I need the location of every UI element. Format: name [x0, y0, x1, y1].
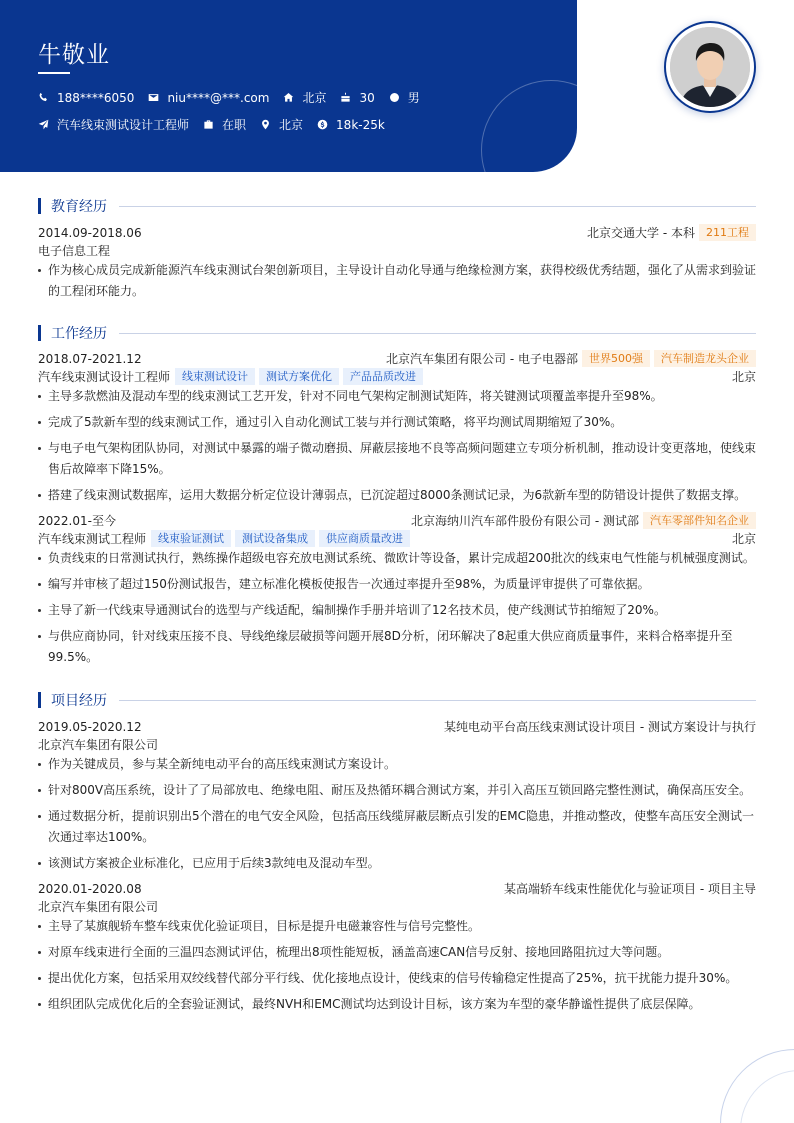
target-city-text: 北京 [279, 118, 304, 132]
list-item: 搭建了线束测试数据库，运用大数据分析定位设计薄弱点，已沉淀超过8000条测试记录，为6款新车型的防错设计提供了数据支撑。 [38, 485, 756, 506]
email-text: niu****@***.com [167, 90, 270, 105]
section-title-education: 教育经历 [51, 199, 107, 215]
send-icon [38, 119, 49, 130]
project-entry-header [38, 880, 756, 897]
contact-row [38, 89, 434, 106]
section-title-work: 工作经历 [51, 326, 107, 342]
work-position-row [38, 530, 756, 547]
salary-text: 18k-25k [336, 117, 385, 132]
project-name-role: 某高端轿车线束性能优化与验证项目 - 项目主导 [504, 882, 756, 896]
job-intent-row [38, 116, 399, 133]
project-company: 北京汽车集团有限公司 [38, 900, 159, 914]
age-text: 30 [359, 90, 375, 105]
project-period: 2019.05-2020.12 [38, 719, 142, 734]
work-city: 北京 [731, 532, 756, 546]
phone-icon [38, 92, 49, 103]
target-job-item [38, 116, 189, 133]
work-bullets [38, 548, 756, 673]
education-major: 电子信息工程 [38, 244, 111, 258]
gender-icon [389, 92, 400, 103]
project-name-role: 某纯电动平台高压线束测试设计项目 - 测试方案设计与执行 [444, 720, 756, 734]
avatar-photo [670, 27, 750, 107]
status-text: 在职 [222, 118, 247, 132]
avatar-frame [664, 21, 756, 113]
project-bullets [38, 916, 756, 1020]
list-item: 主导了新一代线束导通测试台的选型与产线适配，编制操作手册并培训了12名技术员，使产线测试节拍缩短了20%。 [38, 600, 756, 621]
target-city-item [260, 116, 303, 133]
list-item: 该测试方案被企业标准化，已应用于后续3款纯电及混动车型。 [38, 853, 756, 874]
email-item [148, 91, 269, 105]
project-entry-header [38, 718, 756, 735]
education-entry-header [38, 224, 756, 241]
list-item: 提出优化方案，包括采用双绞线替代部分平行线、优化接地点设计，使线束的信号传输稳定性提高了25%，抗干扰能力提升30%。 [38, 968, 756, 989]
decorative-ring [481, 80, 577, 172]
name-underline [38, 72, 70, 74]
project-company-row [38, 898, 756, 915]
work-city: 北京 [731, 370, 756, 384]
work-position: 汽车线束测试工程师 [38, 532, 147, 546]
work-company-dept: 北京海纳川汽车部件股份有限公司 - 测试部 [411, 514, 639, 528]
skill-tag: 供应商质量改进 [319, 530, 410, 547]
skill-tag: 线束测试设计 [175, 368, 255, 385]
work-period: 2018.07-2021.12 [38, 351, 142, 366]
list-item: 负责线束的日常测试执行，熟练操作超级电容充放电测试系统、微欧计等设备，累计完成超200批次的线束电气性能与机械强度测试。 [38, 548, 756, 569]
work-company-dept: 北京汽车集团有限公司 - 电子电器部 [386, 352, 578, 366]
project-company-row [38, 736, 756, 753]
education-tag: 211工程 [699, 224, 756, 241]
education-period: 2014.09-2018.06 [38, 225, 142, 240]
avatar [670, 27, 750, 107]
money-icon [317, 119, 328, 130]
list-item: 作为核心成员完成新能源汽车线束测试台架创新项目，主导设计自动化导通与绝缘检测方案，获得校级优秀结题，强化了从需求到验证的工程闭环能力。 [38, 260, 756, 302]
list-item: 主导了某旗舰轿车整车线束优化验证项目，目标是提升电磁兼容性与信号完整性。 [38, 916, 756, 937]
work-bullets [38, 386, 756, 511]
section-marker [38, 325, 41, 341]
list-item: 对原车线束进行全面的三温四态测试评估，梳理出8项性能短板，涵盖高速CAN信号反射、接地回路阻抗过大等问题。 [38, 942, 756, 963]
location-item [283, 89, 326, 106]
gender-item [389, 89, 420, 106]
home-icon [283, 92, 294, 103]
list-item: 通过数据分析，提前识别出5个潜在的电气安全风险，包括高压线缆屏蔽层断点引发的EMC隐患，并推动整改，使整车高压安全测试一次通过率达100%。 [38, 806, 756, 848]
phone-text: 188****6050 [57, 90, 135, 105]
list-item: 与电子电气架构团队协同，对测试中暴露的端子微动磨损、屏蔽层接地不良等高频问题建立专项分析机制，推动设计变更落地，使线束售后故障率下降15%。 [38, 438, 756, 480]
target-job-text: 汽车线束测试设计工程师 [57, 118, 190, 132]
cake-icon [340, 92, 351, 103]
project-bullets [38, 754, 756, 879]
header-banner [0, 0, 577, 172]
candidate-name: 牛敬业 [38, 42, 110, 68]
briefcase-icon [203, 119, 214, 130]
education-school-degree: 北京交通大学 - 本科 [587, 226, 695, 240]
skill-tag: 测试设备集成 [235, 530, 315, 547]
status-item [203, 116, 246, 133]
age-item [340, 91, 374, 105]
section-divider [119, 700, 756, 701]
work-period: 2022.01-至今 [38, 514, 116, 528]
list-item: 与供应商协同，针对线束压接不良、导线绝缘层破损等问题开展8D分析，闭环解决了8起重大供应商质量事件，来料合格率提升至99.5%。 [38, 626, 756, 668]
skill-tag: 线束验证测试 [151, 530, 231, 547]
work-position: 汽车线束测试设计工程师 [38, 370, 171, 384]
section-projects [38, 690, 756, 710]
work-entry-header [38, 350, 756, 367]
company-tag: 汽车制造龙头企业 [654, 350, 756, 367]
salary-item [317, 118, 385, 132]
skill-tag: 产品品质改进 [343, 368, 423, 385]
list-item: 主导多款燃油及混动车型的线束测试工艺开发，针对不同电气架构定制测试矩阵，将关键测试项覆盖率提升至98%。 [38, 386, 756, 407]
location-pin-icon [260, 119, 271, 130]
project-period: 2020.01-2020.08 [38, 881, 142, 896]
work-entry-header [38, 512, 756, 529]
section-divider [119, 333, 756, 334]
phone-item [38, 91, 134, 105]
list-item: 编写并审核了超过150份测试报告，建立标准化模板使报告一次通过率提升至98%，为质量评审提供了可靠依据。 [38, 574, 756, 595]
section-education [38, 196, 756, 216]
list-item: 组织团队完成优化后的全套验证测试，最终NVH和EMC测试均达到设计目标，该方案为车型的豪华静谧性提供了底层保障。 [38, 994, 756, 1015]
work-position-row [38, 368, 756, 385]
mail-icon [148, 92, 159, 103]
section-marker [38, 198, 41, 214]
skill-tag: 测试方案优化 [259, 368, 339, 385]
education-bullets [38, 260, 756, 307]
list-item: 针对800V高压系统，设计了了局部放电、绝缘电阻、耐压及热循环耦合测试方案，并引入高压互锁回路完整性测试，确保高压安全。 [38, 780, 756, 801]
section-marker [38, 692, 41, 708]
education-major-row [38, 242, 756, 259]
list-item: 作为关键成员，参与某全新纯电动平台的高压线束测试方案设计。 [38, 754, 756, 775]
company-tag: 世界500强 [582, 350, 650, 367]
section-title-projects: 项目经历 [51, 693, 107, 709]
company-tag: 汽车零部件知名企业 [643, 512, 756, 529]
list-item: 完成了5款新车型的线束测试工作，通过引入自动化测试工装与并行测试策略，将平均测试周期缩短了30%。 [38, 412, 756, 433]
gender-text: 男 [407, 91, 420, 105]
section-divider [119, 206, 756, 207]
project-company: 北京汽车集团有限公司 [38, 738, 159, 752]
section-work [38, 323, 756, 343]
location-text: 北京 [302, 91, 327, 105]
